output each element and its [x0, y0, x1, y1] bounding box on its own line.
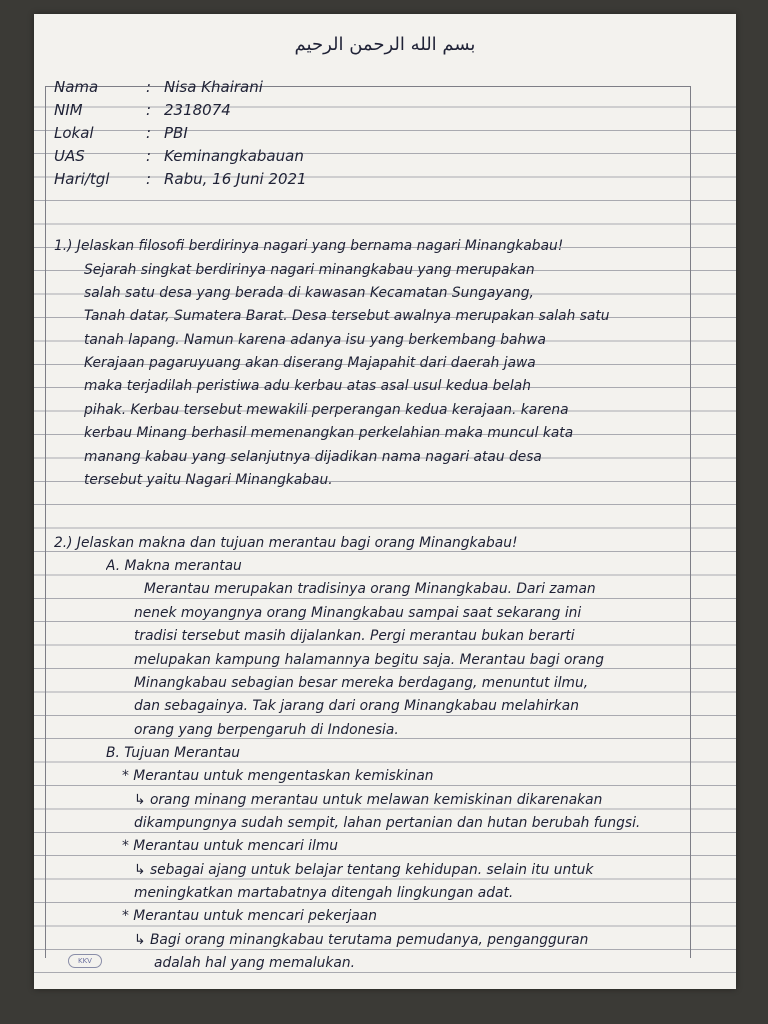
header-row-nim	[54, 99, 674, 122]
answer-1-line: tersebut yaitu Nagari Minangkabau.	[84, 472, 333, 488]
answer-1-line: Sejarah singkat berdirinya nagari minangkabau yang merupakan	[84, 262, 535, 278]
answer-1-line: Tanah datar, Sumatera Barat. Desa tersebut awalnya merupakan salah satu	[84, 308, 610, 324]
answer-1-line: Kerajaan pagaruyuang akan diserang Majapahit dari daerah jawa	[84, 355, 536, 371]
header-separator: :	[146, 78, 152, 96]
header-separator: :	[146, 170, 152, 188]
answer-1-line: manang kabau yang selanjutnya dijadikan nama nagari atau desa	[84, 449, 542, 465]
header-row-date	[54, 168, 674, 191]
header-value: Keminangkabauan	[164, 147, 304, 165]
header-label: NIM	[54, 101, 83, 119]
header-separator: :	[146, 101, 152, 119]
section-a-line: nenek moyangnya orang Minangkabau sampai saat sekarang ini	[134, 605, 582, 621]
question-1: 1.) Jelaskan filosofi berdirinya nagari yang bernama nagari Minangkabau!	[54, 238, 564, 254]
section-a-line: melupakan kampung halamannya begitu saja. Merantau bagi orang	[134, 652, 605, 668]
header-value: Rabu, 16 Juni 2021	[164, 170, 307, 188]
header-label: Hari/tgl	[54, 170, 110, 188]
answer-1-line: salah satu desa yang berada di kawasan Kecamatan Sungayang,	[84, 285, 534, 301]
bismillah-heading: بسم الله الرحمن الرحيم	[294, 34, 476, 55]
section-a-line: tradisi tersebut masih dijalankan. Pergi merantau bukan berarti	[134, 628, 575, 644]
goal-item-line: ↳ Bagi orang minangkabau terutama pemudanya, pengangguran	[134, 932, 589, 948]
header-separator: :	[146, 147, 152, 165]
header-label: UAS	[54, 147, 85, 165]
header-label: Nama	[54, 78, 99, 96]
section-a-line: orang yang berpengaruh di Indonesia.	[134, 722, 399, 738]
goal-item-heading: * Merantau untuk mencari pekerjaan	[122, 908, 378, 924]
answer-1-line: tanah lapang. Namun karena adanya isu yang berkembang bahwa	[84, 332, 546, 348]
header-separator: :	[146, 124, 152, 142]
goal-item-heading: * Merantau untuk mengentaskan kemiskinan	[122, 768, 434, 784]
brand-logo-stamp: KKV	[68, 954, 102, 968]
header-row-name	[54, 76, 674, 99]
section-a-line: dan sebagainya. Tak jarang dari orang Minangkabau melahirkan	[134, 698, 579, 714]
section-a-line: Minangkabau sebagian besar mereka berdagang, menuntut ilmu,	[134, 675, 589, 691]
goal-item-line: dikampungnya sudah sempit, lahan pertanian dan hutan berubah fungsi.	[134, 815, 641, 831]
notebook-page	[34, 14, 736, 989]
question-2: 2.) Jelaskan makna dan tujuan merantau bagi orang Minangkabau!	[54, 535, 518, 551]
header-label: Lokal	[54, 124, 94, 142]
goal-item-line: adalah hal yang memalukan.	[154, 955, 355, 971]
header-row-uas	[54, 145, 674, 168]
goal-item-line: ↳ orang minang merantau untuk melawan kemiskinan dikarenakan	[134, 792, 603, 808]
right-margin-line	[690, 86, 691, 958]
header-value: Nisa Khairani	[164, 78, 263, 96]
header-row-lokal	[54, 122, 674, 145]
left-margin-line	[45, 86, 46, 958]
section-b-heading: B. Tujuan Merantau	[106, 745, 241, 761]
header-value: PBI	[164, 124, 188, 142]
goal-item-heading: * Merantau untuk mencari ilmu	[122, 838, 339, 854]
section-a-line: Merantau merupakan tradisinya orang Minangkabau. Dari zaman	[144, 581, 596, 597]
goal-item-line: ↳ sebagai ajang untuk belajar tentang kehidupan. selain itu untuk	[134, 862, 594, 878]
header-value: 2318074	[164, 101, 231, 119]
answer-1-line: kerbau Minang berhasil memenangkan perkelahian maka muncul kata	[84, 425, 574, 441]
answer-1-line: maka terjadilah peristiwa adu kerbau atas asal usul kedua belah	[84, 378, 531, 394]
section-a-heading: A. Makna merantau	[106, 558, 242, 574]
goal-item-line: meningkatkan martabatnya ditengah lingkungan adat.	[134, 885, 514, 901]
answer-1-line: pihak. Kerbau tersebut mewakili perperangan kedua kerajaan. karena	[84, 402, 569, 418]
